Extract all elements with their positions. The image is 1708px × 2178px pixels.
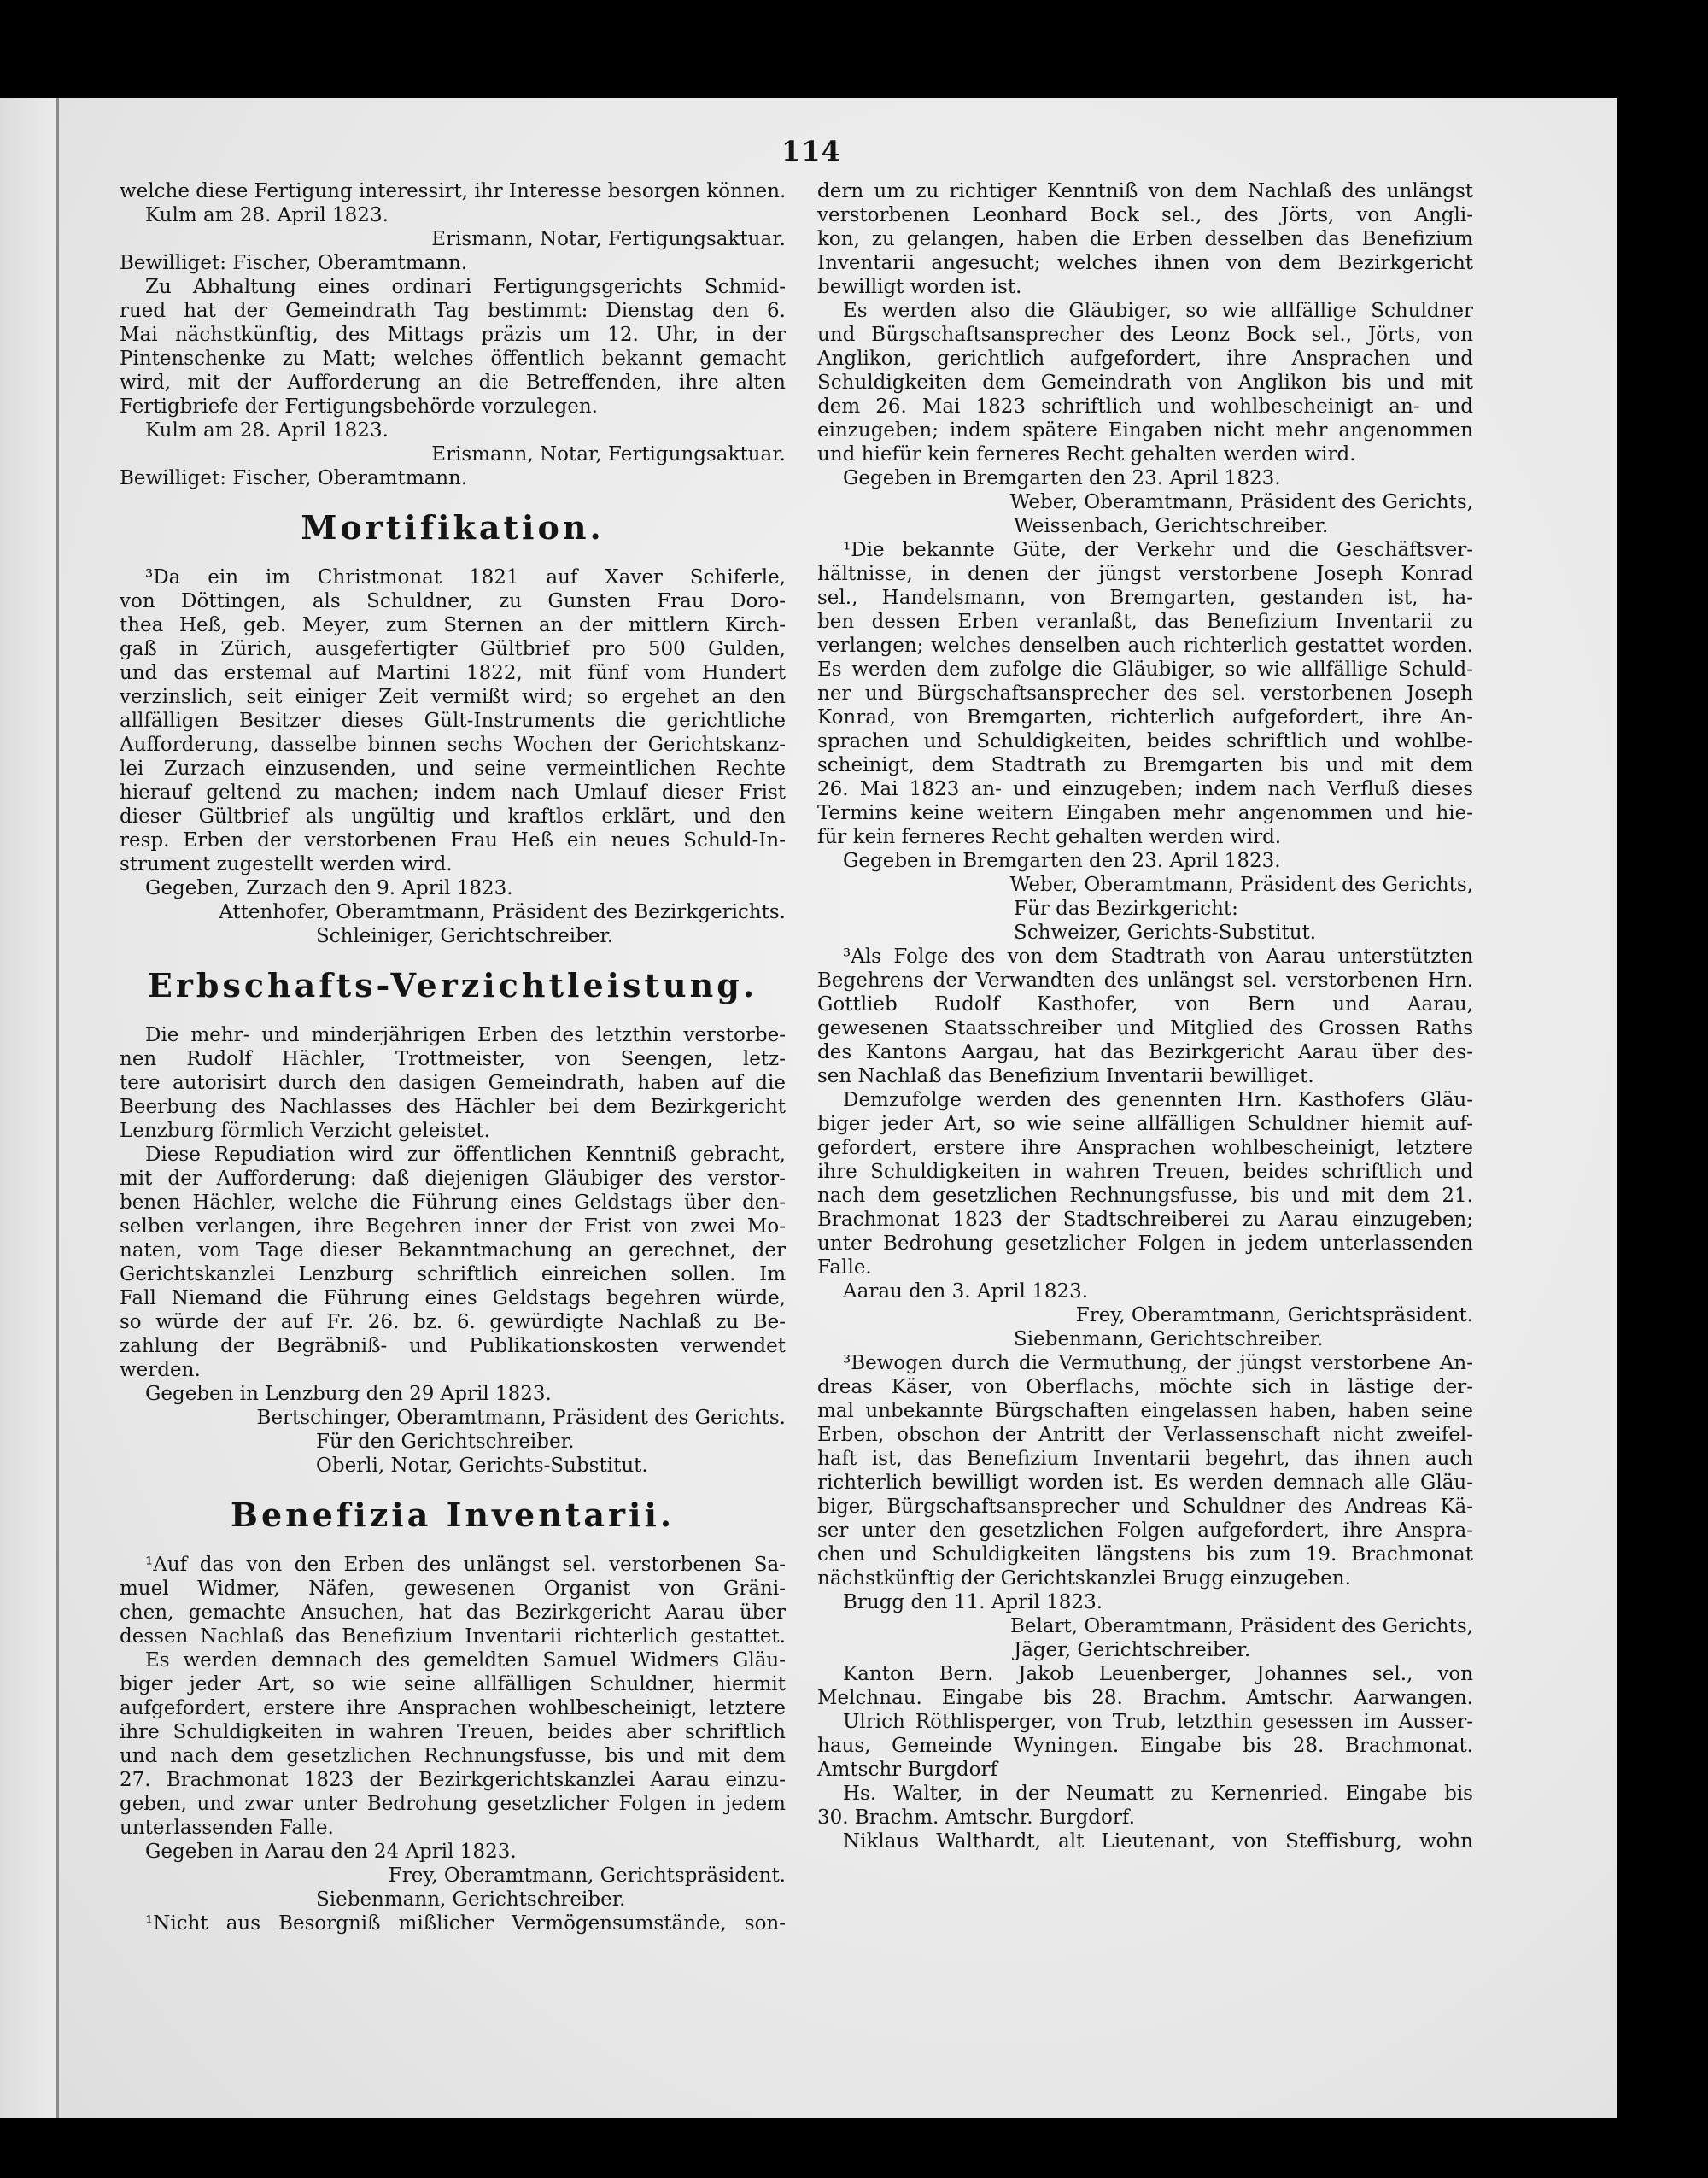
text-line: allfälligen Besitzer dieses Gült-Instruments die gerichtliche xyxy=(120,710,786,732)
text-line: geben, und zwar unter Bedrohung gesetzlicher Folgen in jedem xyxy=(120,1793,786,1815)
signature-line: Für das Bezirkgericht: xyxy=(1014,898,1238,920)
text-line: zahlung der Begräbniß- und Publikationskosten verwendet xyxy=(120,1335,786,1357)
text-line: Kulm am 28. April 1823. xyxy=(145,204,389,226)
text-line: des Kantons Aargau, hat das Bezirkgericht Aarau über des- xyxy=(817,1041,1473,1063)
text-line: rued hat der Gemeindrath Tag bestimmt: Dienstag den 6. xyxy=(120,300,786,322)
signature-line: Erismann, Notar, Fertigungsaktuar. xyxy=(431,228,786,250)
text-line: Pintenschenke zu Matt; welches öffentlich bekannt gemacht xyxy=(120,348,786,370)
section-heading: Mortifikation. xyxy=(301,508,605,547)
text-line: Melchnau. Eingabe bis 28. Brachm. Amtschr. Aarwangen. xyxy=(817,1687,1473,1709)
text-line: bewilligt worden ist. xyxy=(817,276,1022,298)
text-line: Erben, obschon der Antritt der Verlassenschaft nicht zweifel- xyxy=(817,1424,1473,1446)
text-line: Anglikon, gerichtlich aufgefordert, ihre Ansprachen und xyxy=(817,348,1473,370)
signature-line: Weissenbach, Gerichtschreiber. xyxy=(1014,515,1329,537)
text-line: ¹Nicht aus Besorgniß mißlicher Vermögensumstände, son- xyxy=(145,1912,786,1935)
text-line: dessen Nachlaß das Benefizium Inventarii richterlich gestattet. xyxy=(120,1625,786,1648)
text-line: Es werden also die Gläubiger, so wie allfällige Schuldner xyxy=(843,300,1473,322)
text-line: für kein ferneres Recht gehalten werden wird. xyxy=(817,826,1282,848)
text-line: ³Da ein im Christmonat 1821 auf Xaver Schiferle, xyxy=(145,566,786,588)
signature-line: Frey, Oberamtmann, Gerichtspräsident. xyxy=(1075,1304,1473,1326)
text-line: resp. Erben der verstorbenen Frau Heß ein neues Schuld-In- xyxy=(120,829,786,852)
text-line: Es werden dem zufolge die Gläubiger, so wie allfällige Schuld- xyxy=(817,659,1473,681)
text-line: Kanton Bern. Jakob Leuenberger, Johannes sel., von xyxy=(843,1663,1473,1685)
text-line: Bewilliget: Fischer, Oberamtmann. xyxy=(120,467,468,489)
text-line: nen Rudolf Hächler, Trottmeister, von Seengen, letz- xyxy=(120,1048,786,1070)
text-line: dreas Käser, von Oberflachs, möchte sich in lästige der- xyxy=(817,1376,1473,1398)
text-line: so würde der auf Fr. 26. bz. 6. gewürdigte Nachlaß zu Be- xyxy=(120,1311,786,1333)
text-line: Ulrich Röthlisperger, von Trub, letzthin gesessen im Ausser- xyxy=(843,1711,1473,1733)
section-heading: Erbschafts-Verzichtleistung. xyxy=(147,966,758,1004)
text-line: ¹Die bekannte Güte, der Verkehr und die Geschäftsver- xyxy=(843,539,1473,561)
text-line: Aarau den 3. April 1823. xyxy=(843,1280,1089,1303)
text-line: naten, vom Tage dieser Bekanntmachung an gerechnet, der xyxy=(120,1239,786,1262)
text-line: Hs. Walter, in der Neumatt zu Kernenried. Eingabe bis xyxy=(843,1783,1473,1805)
text-line: verlangen; welches denselben auch richterlich gestattet worden. xyxy=(817,635,1473,657)
text-line: thea Heß, geb. Meyer, zum Sternen an der mittlern Kirch- xyxy=(120,614,786,636)
text-line: scheinigt, dem Stadtrath zu Bremgarten bis und mit dem xyxy=(817,754,1473,776)
text-line: werden. xyxy=(120,1359,201,1381)
signature-line: Weber, Oberamtmann, Präsident des Gerichts, xyxy=(1009,874,1473,896)
text-line: dieser Gültbrief als ungültig und kraftlos erklärt, und den xyxy=(120,805,786,828)
text-line: ³Als Folge des von dem Stadtrath von Aarau unterstützten xyxy=(843,946,1473,968)
text-line: Gegeben in Bremgarten den 23. April 1823. xyxy=(843,850,1281,872)
text-line: hältnisse, in denen der jüngst verstorbene Joseph Konrad xyxy=(817,563,1473,585)
section-heading: Benefizia Inventarii. xyxy=(230,1496,676,1534)
text-line: verzinslich, seit einiger Zeit vermißt wird; so ergehet an den xyxy=(120,686,786,708)
text-line: biger jeder Art, so wie seine allfälligen Schuldner, hiermit xyxy=(120,1673,786,1695)
text-line: Diese Repudiation wird zur öffentlichen Kenntniß gebracht, xyxy=(145,1144,786,1166)
text-line: und das erstemal auf Martini 1822, mit fünf vom Hundert xyxy=(120,662,786,684)
signature-line: Bertschinger, Oberamtmann, Präsident des Gerichts. xyxy=(256,1407,786,1429)
signature-line: Erismann, Notar, Fertigungsaktuar. xyxy=(431,443,786,465)
text-line: Gerichtskanzlei Lenzburg schriftlich einreichen sollen. Im xyxy=(120,1263,786,1285)
text-line: gewesenen Staatsschreiber und Mitglied des Grossen Raths xyxy=(817,1017,1473,1039)
text-line: Konrad, von Bremgarten, richterlich aufgefordert, ihre An- xyxy=(817,706,1473,729)
text-line: kon, zu gelangen, haben die Erben desselben das Benefizium xyxy=(817,228,1473,250)
previous-page-edge xyxy=(0,98,58,2118)
text-line: Niklaus Walthardt, alt Lieutenant, von Steffisburg, wohn xyxy=(843,1830,1473,1853)
right-column xyxy=(817,179,1473,1853)
text-line: muel Widmer, Näfen, gewesenen Organist von Gräni- xyxy=(120,1578,786,1600)
text-line: sen Nachlaß das Benefizium Inventarii bewilliget. xyxy=(817,1065,1314,1087)
text-line: ¹Auf das von den Erben des unlängst sel. verstorbenen Sa- xyxy=(145,1554,786,1576)
signature-line: Siebenmann, Gerichtschreiber. xyxy=(1014,1328,1324,1350)
text-line: Fertigbriefe der Fertigungsbehörde vorzulegen. xyxy=(120,395,598,418)
text-line: biger jeder Art, so wie seine allfälligen Schuldner hiemit auf- xyxy=(817,1113,1473,1135)
text-line: benen Hächler, welche die Führung eines Geldstags über den- xyxy=(120,1191,786,1214)
signature-line: Frey, Oberamtmann, Gerichtspräsident. xyxy=(388,1865,786,1887)
text-line: Gegeben in Aarau den 24 April 1823. xyxy=(145,1841,517,1863)
text-line: haus, Gemeinde Wyningen. Eingabe bis 28. Brachmonat. xyxy=(817,1735,1473,1757)
text-line: mit der Aufforderung: daß diejenigen Gläubiger des verstor- xyxy=(120,1168,786,1190)
text-line: und nach dem gesetzlichen Rechnungsfusse, bis und mit dem xyxy=(120,1745,786,1767)
text-line: biger, Bürgschaftsansprecher und Schuldner des Andreas Kä- xyxy=(817,1496,1473,1518)
text-line: dem 26. Mai 1823 schriftlich und wohlbescheinigt an- und xyxy=(817,395,1473,418)
text-line: Gegeben in Bremgarten den 23. April 1823. xyxy=(843,467,1281,489)
signature-line: Belart, Oberamtmann, Präsident des Gerichts, xyxy=(1009,1615,1473,1637)
text-line: sel., Handelsmann, von Bremgarten, gestanden ist, ha- xyxy=(817,587,1473,609)
text-line: lei Zurzach einzusenden, und seine vermeintlichen Rechte xyxy=(120,758,786,780)
text-line: von Döttingen, als Schuldner, zu Gunsten Frau Doro- xyxy=(120,590,786,612)
text-line: Kulm am 28. April 1823. xyxy=(145,419,389,442)
text-line: Bewilliget: Fischer, Oberamtmann. xyxy=(120,252,468,274)
text-line: aufgefordert, erstere ihre Ansprachen wohlbescheinigt, letztere xyxy=(120,1697,786,1719)
text-line: ³Bewogen durch die Vermuthung, der jüngst verstorbene An- xyxy=(843,1352,1473,1374)
text-line: richterlich bewilligt worden ist. Es werden demnach alle Gläu- xyxy=(817,1472,1473,1494)
text-line: strument zugestellt werden wird. xyxy=(120,853,453,875)
text-line: Schuldigkeiten dem Gemeindrath von Anglikon bis und mit xyxy=(817,372,1473,394)
text-line: 26. Mai 1823 an- und einzugeben; indem nach Verfluß dieses xyxy=(817,778,1473,800)
text-line: Amtschr Burgdorf xyxy=(817,1759,997,1781)
text-line: Begehrens der Verwandten des unlängst sel. verstorbenen Hrn. xyxy=(817,969,1473,992)
text-line: ben dessen Erben veranlaßt, das Benefizium Inventarii zu xyxy=(817,611,1473,633)
text-line: Fall Niemand die Führung eines Geldstags begehren würde, xyxy=(120,1287,786,1309)
text-line: und Bürgschaftsansprecher des Leonz Bock sel., Jörts, von xyxy=(817,324,1473,346)
text-line: Inventarii angesucht; welches ihnen von dem Bezirkgericht xyxy=(817,252,1473,274)
text-line: sprachen und Schuldigkeiten, beides schriftlich und wohlbe- xyxy=(817,730,1473,752)
text-line: wird, mit der Aufforderung an die Betreffenden, ihre alten xyxy=(120,372,786,394)
signature-line: Jäger, Gerichtschreiber. xyxy=(1014,1639,1251,1661)
text-line: Brugg den 11. April 1823. xyxy=(843,1591,1103,1613)
text-line: welche diese Fertigung interessirt, ihr Interesse besorgen können. xyxy=(120,180,787,202)
signature-line: Attenhofer, Oberamtmann, Präsident des Bezirkgerichts. xyxy=(219,901,786,923)
text-line: verstorbenen Leonhard Bock sel., des Jörts, von Angli- xyxy=(817,204,1473,226)
text-line: dern um zu richtiger Kenntniß von dem Nachlaß des unlängst xyxy=(817,180,1473,202)
text-line: Brachmonat 1823 der Stadtschreiberei zu Aarau einzugeben; xyxy=(817,1209,1473,1231)
signature-line: Oberli, Notar, Gerichts-Substitut. xyxy=(316,1455,648,1477)
text-line: einzugeben; indem spätere Eingaben nicht mehr angenommen xyxy=(817,419,1473,442)
signature-line: Schweizer, Gerichts-Substitut. xyxy=(1014,922,1317,944)
left-column xyxy=(120,179,786,1935)
text-line: nächstkünftig der Gerichtskanzlei Brugg einzugeben. xyxy=(817,1567,1351,1590)
signature-line: Weber, Oberamtmann, Präsident des Gerichts, xyxy=(1009,491,1473,513)
signature-line: Für den Gerichtschreiber. xyxy=(316,1431,575,1453)
text-line: Aufforderung, dasselbe binnen sechs Wochen der Gerichtskanz- xyxy=(120,734,786,756)
text-line: Termins keine weitern Eingaben mehr angenommen und hie- xyxy=(817,802,1473,824)
text-line: gefordert, erstere ihre Ansprachen wohlbescheinigt, letztere xyxy=(817,1137,1473,1159)
text-line: Zu Abhaltung eines ordinari Fertigungsgerichts Schmid- xyxy=(145,276,786,298)
text-line: ner und Bürgschaftsansprecher des sel. verstorbenen Joseph xyxy=(817,682,1473,705)
text-line: Gegeben in Lenzburg den 29 April 1823. xyxy=(145,1383,552,1405)
text-line: Falle. xyxy=(817,1256,872,1279)
text-line: nach dem gesetzlichen Rechnungsfusse, bis und mit dem 21. xyxy=(817,1185,1473,1207)
page-number: 114 xyxy=(781,135,841,167)
text-line: hierauf geltend zu machen; indem nach Umlauf dieser Frist xyxy=(120,782,786,804)
text-line: Lenzburg förmlich Verzicht geleistet. xyxy=(120,1120,490,1142)
signature-line: Siebenmann, Gerichtschreiber. xyxy=(316,1888,626,1911)
text-line: Die mehr- und minderjährigen Erben des letzthin verstorbe- xyxy=(145,1024,786,1046)
text-line: selben verlangen, ihre Begehren inner der Frist von zwei Mo- xyxy=(120,1215,786,1238)
text-line: ihre Schuldigkeiten in wahren Treuen, beides aber schriftlich xyxy=(120,1721,786,1743)
text-line: Beerbung des Nachlasses des Hächler bei dem Bezirkgericht xyxy=(120,1096,786,1118)
text-line: Gegeben, Zurzach den 9. April 1823. xyxy=(145,877,513,899)
text-line: unter Bedrohung gesetzlicher Folgen in jedem unterlassenden xyxy=(817,1232,1473,1255)
text-line: Mai nächstkünftig, des Mittags präzis um 12. Uhr, in der xyxy=(120,324,786,346)
text-line: Demzufolge werden des genennten Hrn. Kasthofers Gläu- xyxy=(843,1089,1473,1111)
text-line: haft ist, das Benefizium Inventarii begehrt, das ihnen auch xyxy=(817,1448,1473,1470)
text-line: chen, gemachte Ansuchen, hat das Bezirkgericht Aarau über xyxy=(120,1601,786,1624)
text-line: chen und Schuldigkeiten längstens bis zum 19. Brachmonat xyxy=(817,1543,1473,1566)
text-line: tere autorisirt durch den dasigen Gemeindrath, haben auf die xyxy=(120,1072,786,1094)
text-line: mal unbekannte Bürgschaften eingelassen haben, haben seine xyxy=(817,1400,1473,1422)
text-line: gaß in Zürich, ausgefertigter Gültbrief pro 500 Gulden, xyxy=(120,638,786,660)
text-line: Es werden demnach des gemeldten Samuel Widmers Gläu- xyxy=(145,1649,786,1672)
text-line: ihre Schuldigkeiten in wahren Treuen, beides schriftlich und xyxy=(817,1161,1473,1183)
text-line: Gottlieb Rudolf Kasthofer, von Bern und Aarau, xyxy=(817,993,1473,1016)
text-line: und hiefür kein ferneres Recht gehalten werden wird. xyxy=(817,443,1356,465)
text-line: unterlassenden Falle. xyxy=(120,1817,334,1839)
signature-line: Schleiniger, Gerichtschreiber. xyxy=(316,925,614,947)
text-line: ser unter den gesetzlichen Folgen aufgefordert, ihre Anspra- xyxy=(817,1519,1473,1542)
text-line: 27. Brachmonat 1823 der Bezirkgerichtskanzlei Aarau einzu- xyxy=(120,1769,786,1791)
text-line: 30. Brachm. Amtschr. Burgdorf. xyxy=(817,1806,1135,1829)
